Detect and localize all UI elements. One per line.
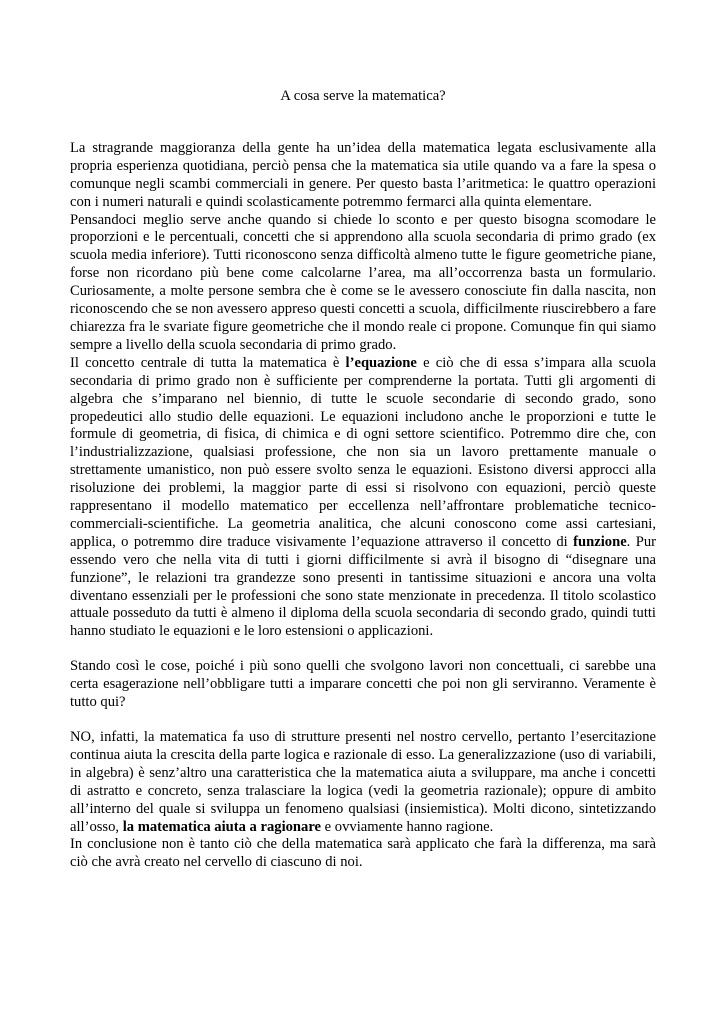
bold-funzione: funzione bbox=[573, 533, 627, 550]
paragraph-5-text-c: e ovviamente hanno ragione. bbox=[321, 818, 494, 835]
paragraph-1: La stragrande maggioranza della gente ha un’idea della matematica legata esclusivamente alla propria esperienza quotidiana, perciò pensa che la matematica sia utile quando va a fare la spesa o comunque negli scambi commerciali in genere. Per questo basta l’aritmetica: le quattro operazioni con i numeri naturali e quindi scolasticamente potremmo fermarci alla quinta elementare. bbox=[70, 139, 656, 210]
paragraph-3 bbox=[70, 355, 656, 642]
paragraph-6: In conclusione non è tanto ciò che della matematica sarà applicato che farà la differenza, ma sarà ciò che avrà creato nel cervello di ciascuno di noi. bbox=[70, 836, 656, 871]
bold-equazione: l’equazione bbox=[345, 354, 417, 371]
document-page bbox=[70, 88, 656, 872]
paragraph-2: Pensandoci meglio serve anche quando si chiede lo sconto e per questo bisogna scomodare le proporzioni e le percentuali, concetti che si apprendono alla scuola secondaria di primo grado (ex scuola media inferiore). Tutti riconoscono senza difficoltà almeno tutte le figure geometriche piane, forse non ricordano più bene come calcolarne l’area, ma all’occorrenza basta un formulario. Curiosamente, a molte persone sembra che è come se le avessero conosciute fin dalla nascita, non riconoscendo che se non avessero appreso questi concetti a scuola, difficilmente riuscirebbero a fare chiarezza fra le svariate figure geometriche che il mondo reale ci propone. Comunque fin qui siamo sempre a livello della scuola secondaria di primo grado. bbox=[70, 211, 656, 353]
document-title: A cosa serve la matematica? bbox=[280, 88, 446, 104]
paragraph-5 bbox=[70, 729, 656, 836]
paragraph-3-text-a: Il concetto centrale di tutta la matematica è bbox=[70, 354, 346, 371]
bold-ragionare: la matematica aiuta a ragionare bbox=[122, 818, 322, 835]
paragraph-3-text-d: . Pur essendo vero che nella vita di tutti i giorni difficilmente si avrà il bisogno di “disegnare una funzione”, le relazioni tra grandezze sono presenti in tantissime situazioni e ancora una volta diventano essenziali per le professioni che sono state menzionate in precedenza. Il titolo scolastico attuale posseduto da tutti è almeno il diploma della scuola secondaria di secondo grado, quindi tutti hanno studiato le equazioni e le loro estensioni o applicazioni. bbox=[70, 533, 656, 640]
paragraph-5-text-a: NO, infatti, la matematica fa uso di strutture presenti nel nostro cervello, pertanto l’esercitazione continua aiuta la crescita della parte logica e razionale di esso. La generalizzazione (uso di variabili, in algebra) è senz’altro una caratteristica che la matematica aiuta a sviluppare, ma anche i concetti di astratto e concreto, senza tralasciare la logica (vedi la geometria razionale); oppure di ambito all’interno del quale si sviluppa un fenomeno qualsiasi (insiemistica). Molti dicono, sintetizzando all’osso, bbox=[70, 729, 656, 835]
paragraph-4: Stando così le cose, poiché i più sono quelli che svolgono lavori non concettuali, ci sarebbe una certa esagerazione nell’obbligare tutti a imparare concetti che poi non gli serviranno. Veramente è tutto qui? bbox=[70, 658, 656, 711]
paragraph-3-text-c: e ciò che di essa s’impara alla scuola secondaria di primo grado non è sufficiente per comprenderne la portata. Tutti gli argomenti di algebra che s’imparano nel biennio, di tutte le scuole secondarie di secondo grado, sono propedeutici allo studio delle equazioni. Le equazioni includono anche le proporzioni e tutte le formule di geometria, di fisica, di chimica e di ogni settore scientifico. Potremmo dire che, con l’industrializzazione, qualsiasi professione, che non sia un lavoro prettamente manuale o strettamente umanistico, non può essere svolto senza le equazioni. Esistono diversi approcci alla risoluzione dei problemi, la maggior parte di essi si risolvono con equazioni, perciò queste rappresentano il modello matematico per eccellenza nell’affrontare problematiche tecnico-commerciali-scientifiche. La geometria analitica, che alcuni conoscono come assi cartesiani, applica, o potremmo dire traduce visivamente l’equazione attraverso il concetto di bbox=[70, 354, 656, 550]
